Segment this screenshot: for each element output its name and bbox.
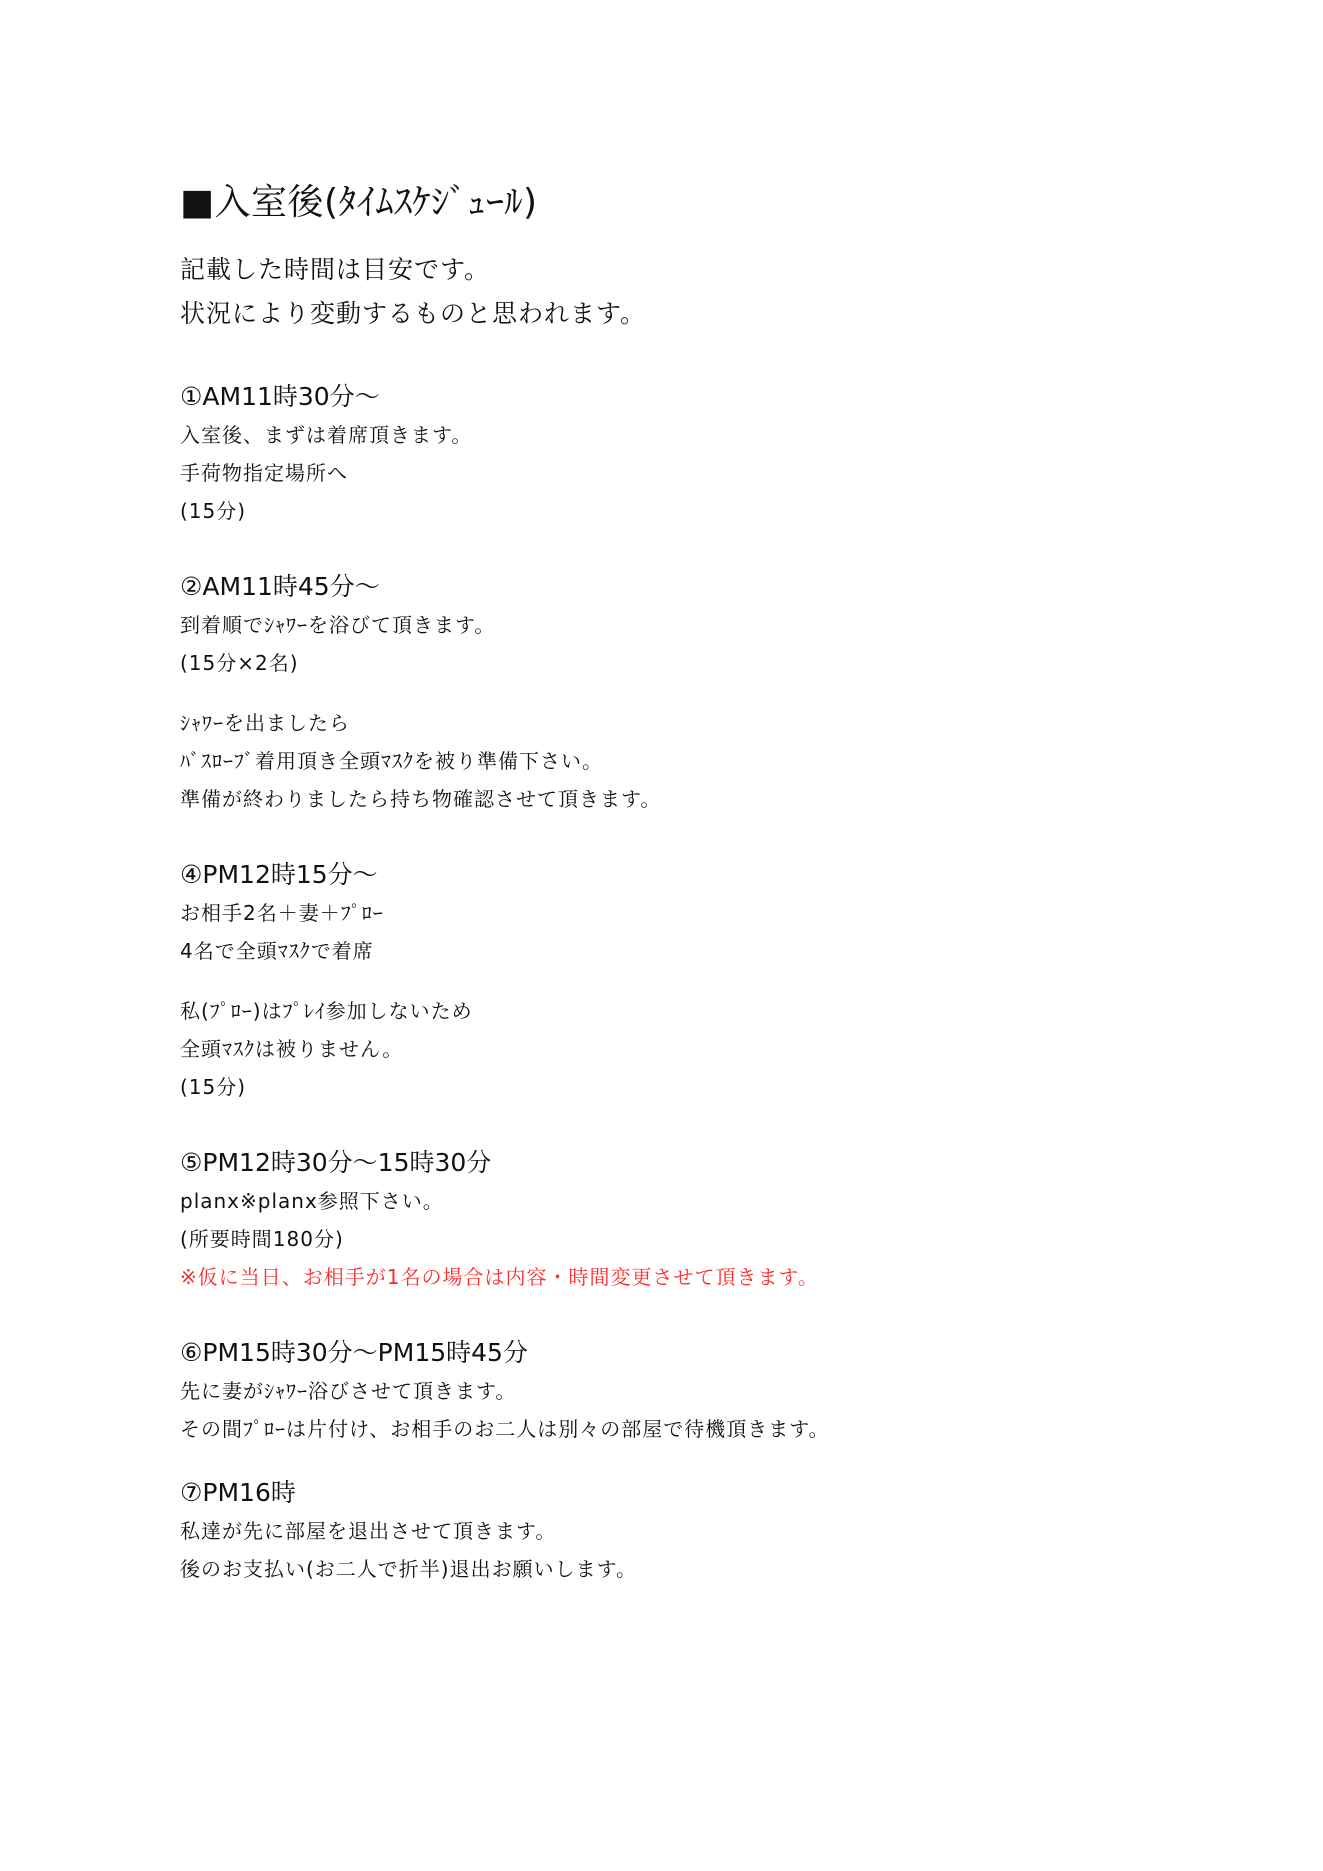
schedule-section-6 — [180, 1334, 1180, 1448]
section-heading: ①AM11時30分～ — [180, 382, 380, 411]
intro-line: 記載した時間は目安です。 — [180, 255, 491, 284]
schedule-section-5 — [180, 1144, 1180, 1296]
schedule-section-2 — [180, 568, 1180, 818]
section-line: 私(ﾌﾟﾛｰ)はﾌﾟﾚｲ参加しないため — [180, 999, 473, 1023]
section-line: 4名で全頭ﾏｽｸで着席 — [180, 939, 374, 963]
section-heading: ⑤PM12時30分～15時30分 — [180, 1148, 492, 1177]
section-line: planx※planx参照下さい。 — [180, 1189, 444, 1213]
section-line: (15分×2名) — [180, 651, 299, 675]
intro-line: 状況により変動するものと思われます。 — [180, 299, 647, 328]
intro-paragraph — [180, 248, 1180, 336]
section-line: 到着順でｼｬﾜｰを浴びて頂きます。 — [180, 613, 496, 637]
schedule-section-1 — [180, 378, 1180, 530]
warning-note: ※仮に当日、お相手が1名の場合は内容・時間変更させて頂きます。 — [180, 1265, 819, 1289]
section-line: 後のお支払い(お二人で折半)退出お願いします。 — [180, 1557, 638, 1581]
section-heading: ⑥PM15時30分～PM15時45分 — [180, 1338, 528, 1367]
section-line: (15分) — [180, 499, 247, 523]
section-heading: ②AM11時45分～ — [180, 572, 380, 601]
section-line: ｼｬﾜｰを出ましたら — [180, 711, 350, 735]
schedule-section-4 — [180, 856, 1180, 1106]
schedule-section-7 — [180, 1474, 1180, 1588]
section-line: 私達が先に部屋を退出させて頂きます。 — [180, 1519, 557, 1543]
section-line: 手荷物指定場所へ — [180, 461, 348, 485]
document-content — [180, 178, 1180, 1588]
section-heading: ④PM12時15分～ — [180, 860, 378, 889]
section-line: お相手2名＋妻＋ﾌﾟﾛｰ — [180, 901, 384, 925]
section-line: 入室後、まずは着席頂きます。 — [180, 423, 473, 447]
paragraph-gap — [180, 682, 1180, 704]
section-line: 全頭ﾏｽｸは被りません。 — [180, 1037, 404, 1061]
section-line: その間ﾌﾟﾛｰは片付け、お相手のお二人は別々の部屋で待機頂きます。 — [180, 1417, 830, 1441]
section-line: ﾊﾞｽﾛｰﾌﾞ着用頂き全頭ﾏｽｸを被り準備下さい。 — [180, 749, 603, 773]
section-line: 先に妻がｼｬﾜｰ浴びさせて頂きます。 — [180, 1379, 517, 1403]
section-line: (15分) — [180, 1075, 247, 1099]
paragraph-gap — [180, 970, 1180, 992]
section-heading: ⑦PM16時 — [180, 1478, 296, 1507]
section-line: (所要時間180分) — [180, 1227, 344, 1251]
section-line: 準備が終わりましたら持ち物確認させて頂きます。 — [180, 787, 662, 811]
page-title: ■入室後(ﾀｲﾑｽｹｼﾞｭｰﾙ) — [180, 182, 538, 223]
